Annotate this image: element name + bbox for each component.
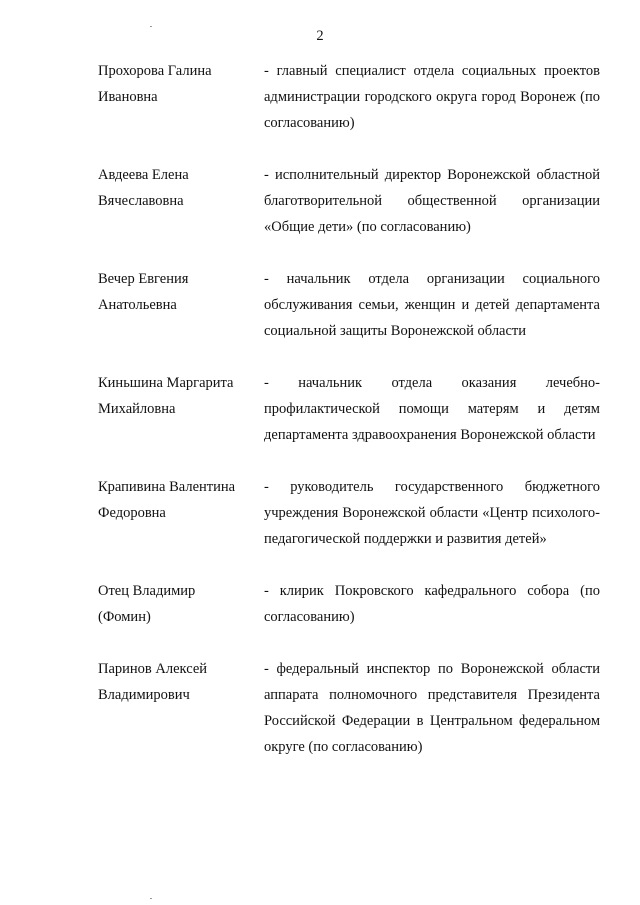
member-description: - главный специалист отдела социальных проектов администрации городского округа город Воронеж (по согласованию) <box>264 63 600 131</box>
member-entry <box>98 578 602 630</box>
member-name-line2: Федоровна <box>98 505 166 521</box>
member-entry <box>98 58 602 136</box>
member-name-line1: Авдеева Елена <box>98 167 189 183</box>
member-name-line2: Ивановна <box>98 89 158 105</box>
member-description: - исполнительный директор Воронежской областной благотворительной общественной организации «Общие дети» (по согласованию) <box>264 167 600 235</box>
member-entry <box>98 474 602 552</box>
member-name-line1: Отец Владимир <box>98 583 196 599</box>
member-description: - начальник отдела оказания лечебно-профилактической помощи матерям и детям департамента здравоохранения Воронежской области <box>264 375 600 443</box>
scan-mark-top <box>150 26 152 27</box>
member-name-line1: Киньшина Маргарита <box>98 375 234 391</box>
member-entry <box>98 656 602 760</box>
member-name <box>98 370 264 448</box>
page-number: 2 <box>316 28 324 44</box>
member-name <box>98 474 264 552</box>
member-description: - федеральный инспектор по Воронежской области аппарата полномочного представителя Президента Российской Федерации в Центральном федеральном округе (по согласованию) <box>264 661 600 755</box>
member-name <box>98 656 264 760</box>
member-name <box>98 266 264 344</box>
member-description: - начальник отдела организации социального обслуживания семьи, женщин и детей департамента социальной защиты Воронежской области <box>264 271 600 339</box>
member-name-line1: Крапивина Валентина <box>98 479 236 495</box>
member-name <box>98 58 264 136</box>
members-list <box>98 58 602 786</box>
member-name-line1: Вечер Евгения <box>98 271 189 287</box>
member-description: - клирик Покровского кафедрального собора (по согласованию) <box>264 583 600 625</box>
member-name-line2: Вячеславовна <box>98 193 184 209</box>
scan-mark-bottom <box>150 898 152 899</box>
member-name <box>98 578 264 630</box>
member-name-line2: Анатольевна <box>98 297 177 313</box>
member-name-line1: Прохорова Галина <box>98 63 212 79</box>
member-name-line2: Михайловна <box>98 401 176 417</box>
member-name-line2: (Фомин) <box>98 609 151 625</box>
member-description: - руководитель государственного бюджетного учреждения Воронежской области «Центр психолого-педагогической поддержки и развития детей» <box>264 479 600 547</box>
member-entry <box>98 162 602 240</box>
member-entry <box>98 370 602 448</box>
member-entry <box>98 266 602 344</box>
member-name <box>98 162 264 240</box>
member-name-line1: Паринов Алексей <box>98 661 208 677</box>
member-name-line2: Владимирович <box>98 687 190 703</box>
